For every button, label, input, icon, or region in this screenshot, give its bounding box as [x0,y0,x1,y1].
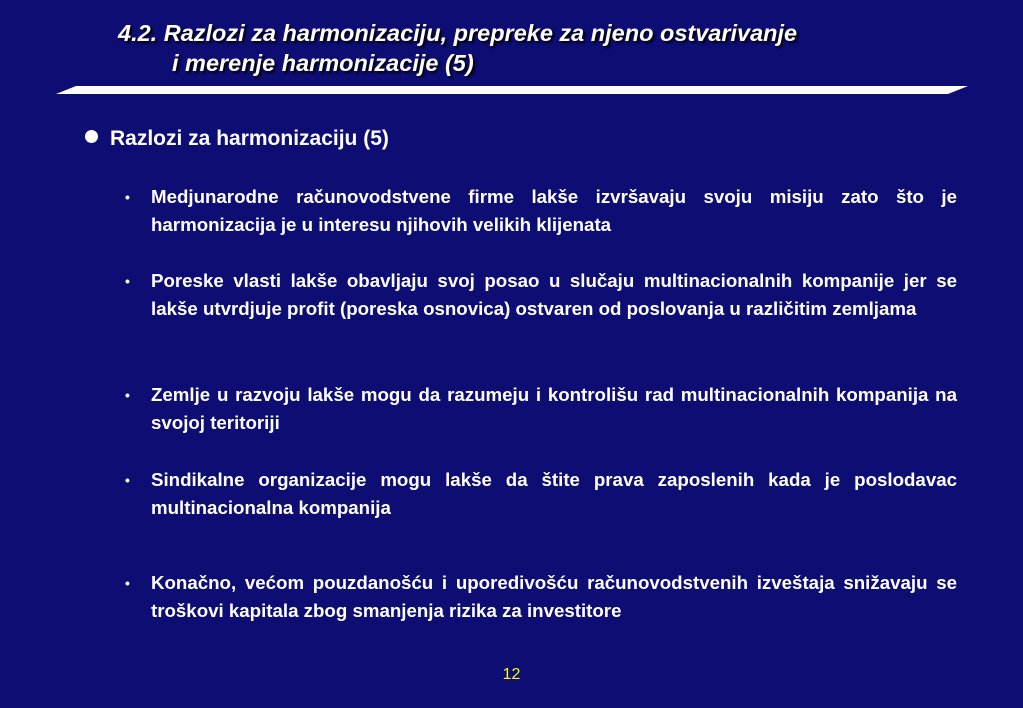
bullet-icon: • [125,387,130,403]
bullet-text: Konačno, većom pouzdanošću i uporedivošću računovodstvenih izveštaja snižavaju se troškovi kapitala zbog smanjenja rizika za investitore [151,572,957,621]
bullet-item [125,267,957,323]
bullet-icon: • [125,575,130,591]
bullet-item [125,183,957,239]
heading-bullet-icon [85,130,98,143]
bullet-text: Poreske vlasti lakše obavljaju svoj posao u slučaju multinacionalnih kompanije jer se lakše utvrdjuje profit (poreska osnovica) ostvaren od poslovanja u različitim zemljama [151,270,957,319]
bullet-item [125,381,957,437]
bullet-icon: • [125,472,130,488]
bullet-text: Sindikalne organizacije mogu lakše da štite prava zaposlenih kada je poslodavac multinacionalna kompanija [151,469,957,518]
page-number: 12 [502,666,521,683]
section-heading-text: Razlozi za harmonizaciju (5) [110,127,389,150]
bullet-text: Zemlje u razvoju lakše mogu da razumeju i kontrolišu rad multinacionalnih kompanija na svojoj teritoriji [151,384,957,433]
slide-title [118,18,998,78]
bullet-item [125,569,957,625]
slide-title-line-1: 4.2. Razlozi za harmonizaciju, prepreke za njeno ostvarivanje [118,20,798,46]
slide-title-line-2: i merenje harmonizacije (5) [172,50,474,76]
bullet-icon: • [125,189,130,205]
bullet-text: Medjunarodne računovodstvene firme lakše izvršavaju svoju misiju zato što je harmonizacija je u interesu njihovih velikih klijenata [151,186,957,235]
title-divider [56,86,968,94]
bullet-icon: • [125,273,130,289]
bullet-item [125,466,957,522]
section-heading [85,125,389,153]
